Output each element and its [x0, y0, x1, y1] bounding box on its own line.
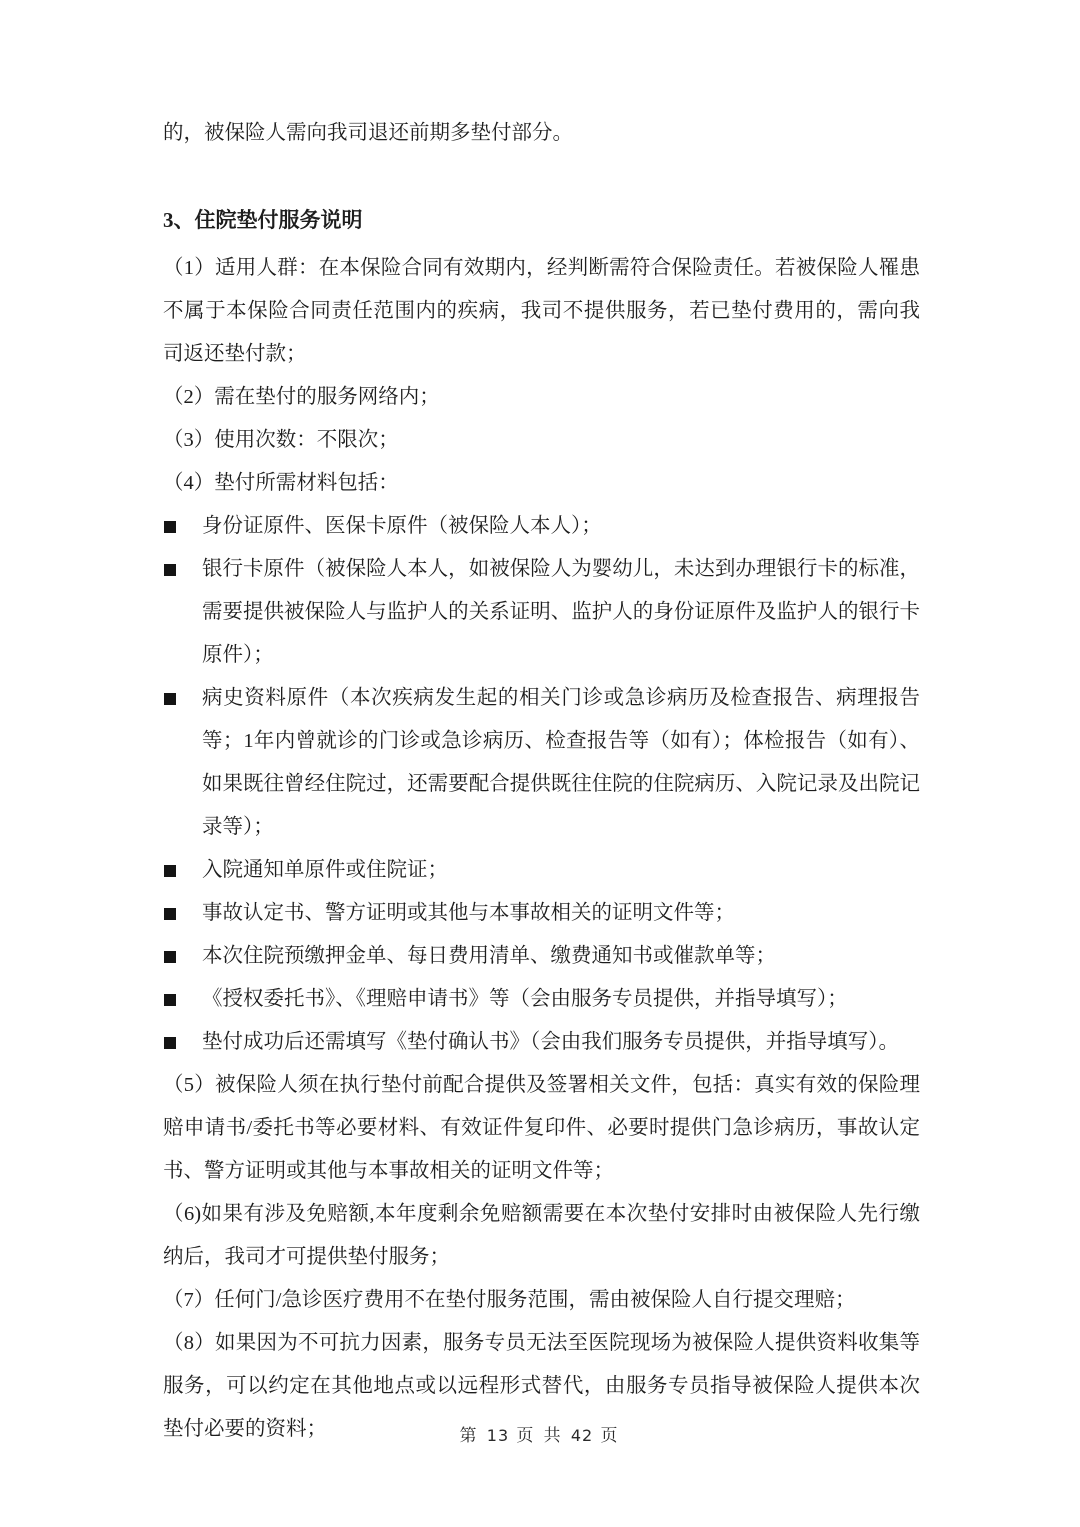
bullet-square-icon — [164, 564, 176, 576]
clause-7-outpatient-excluded: （7）任何门/急诊医疗费用不在垫付服务范围，需由被保险人自行提交理赔； — [163, 1289, 856, 1311]
materials-bullet-list — [163, 505, 920, 1064]
bullet-square-icon — [164, 865, 176, 877]
bullet-text: 《授权委托书》、《理赔申请书》等（会由服务专员提供，并指导填写）； — [202, 988, 848, 1010]
clause-4-required-materials: （4）垫付所需材料包括： — [163, 472, 399, 494]
clause-2-service-network: （2）需在垫付的服务网络内； — [163, 386, 440, 408]
bullet-item-accident-certificate — [163, 892, 920, 935]
bullet-item-deposit-bill — [163, 935, 920, 978]
bullet-square-icon — [164, 908, 176, 920]
clause-8-force-majeure: （8）如果因为不可抗力因素，服务专员无法至医院现场为被保险人提供资料收集等服务，可以约定在其他地点或以远程形式替代，由服务专员指导被保险人提供本次垫付必要的资料； — [163, 1332, 920, 1440]
bullet-text: 身份证原件、医保卡原件（被保险人本人）； — [202, 515, 602, 537]
bullet-text: 入院通知单原件或住院证； — [202, 859, 448, 881]
bullet-square-icon — [164, 693, 176, 705]
bullet-item-authorization-letter — [163, 978, 920, 1021]
footer-page-number: 13 — [486, 1426, 510, 1445]
bullet-item-medical-history — [163, 677, 920, 849]
footer-label-suffix: 页 — [600, 1426, 621, 1445]
clause-6-deductible: （6)如果有涉及免赔额,本年度剩余免赔额需要在本次垫付安排时由被保险人先行缴纳后，我司才可提供垫付服务； — [163, 1203, 920, 1268]
bullet-text: 事故认定书、警方证明或其他与本事故相关的证明文件等； — [202, 902, 735, 924]
bullet-item-confirmation-letter — [163, 1021, 920, 1064]
bullet-text: 本次住院预缴押金单、每日费用清单、缴费通知书或催款单等； — [202, 945, 776, 967]
page-footer — [0, 1425, 1080, 1447]
bullet-text: 病史资料原件（本次疾病发生起的相关门诊或急诊病历及检查报告、病理报告等；1年内曾就诊的门诊或急诊病历、检查报告等（如有）；体检报告（如有）、如果既往曾经住院过，还需要配合提供既往住院的住院病历、入院记录及出院记录等）； — [202, 687, 920, 838]
bullet-square-icon — [164, 951, 176, 963]
bullet-square-icon — [164, 521, 176, 533]
footer-label-prefix: 第 — [459, 1426, 480, 1445]
intro-paragraph: 的，被保险人需向我司退还前期多垫付部分。 — [163, 122, 573, 144]
section-heading: 3、住院垫付服务说明 — [163, 208, 363, 232]
bullet-item-id-card — [163, 505, 920, 548]
clause-1-applicable-group: （1）适用人群：在本保险合同有效期内，经判断需符合保险责任。若被保险人罹患不属于本保险合同责任范围内的疾病，我司不提供服务，若已垫付费用的，需向我司返还垫付款； — [163, 257, 920, 365]
bullet-item-admission-notice — [163, 849, 920, 892]
document-body — [163, 112, 920, 1451]
footer-label-middle: 页 共 — [516, 1426, 564, 1445]
footer-total-pages: 42 — [570, 1426, 594, 1445]
bullet-text: 银行卡原件（被保险人本人，如被保险人为婴幼儿，未达到办理银行卡的标准，需要提供被保险人与监护人的关系证明、监护人的身份证原件及监护人的银行卡原件）； — [202, 558, 920, 666]
bullet-square-icon — [164, 1037, 176, 1049]
bullet-item-bank-card — [163, 548, 920, 677]
clause-3-usage-times: （3）使用次数：不限次； — [163, 429, 399, 451]
clause-5-sign-documents: （5）被保险人须在执行垫付前配合提供及签署相关文件，包括：真实有效的保险理赔申请书/委托书等必要材料、有效证件复印件、必要时提供门急诊病历，事故认定书、警方证明或其他与本事故相关的证明文件等； — [163, 1074, 920, 1182]
bullet-square-icon — [164, 994, 176, 1006]
bullet-text: 垫付成功后还需填写《垫付确认书》（会由我们服务专员提供，并指导填写）。 — [202, 1031, 899, 1053]
